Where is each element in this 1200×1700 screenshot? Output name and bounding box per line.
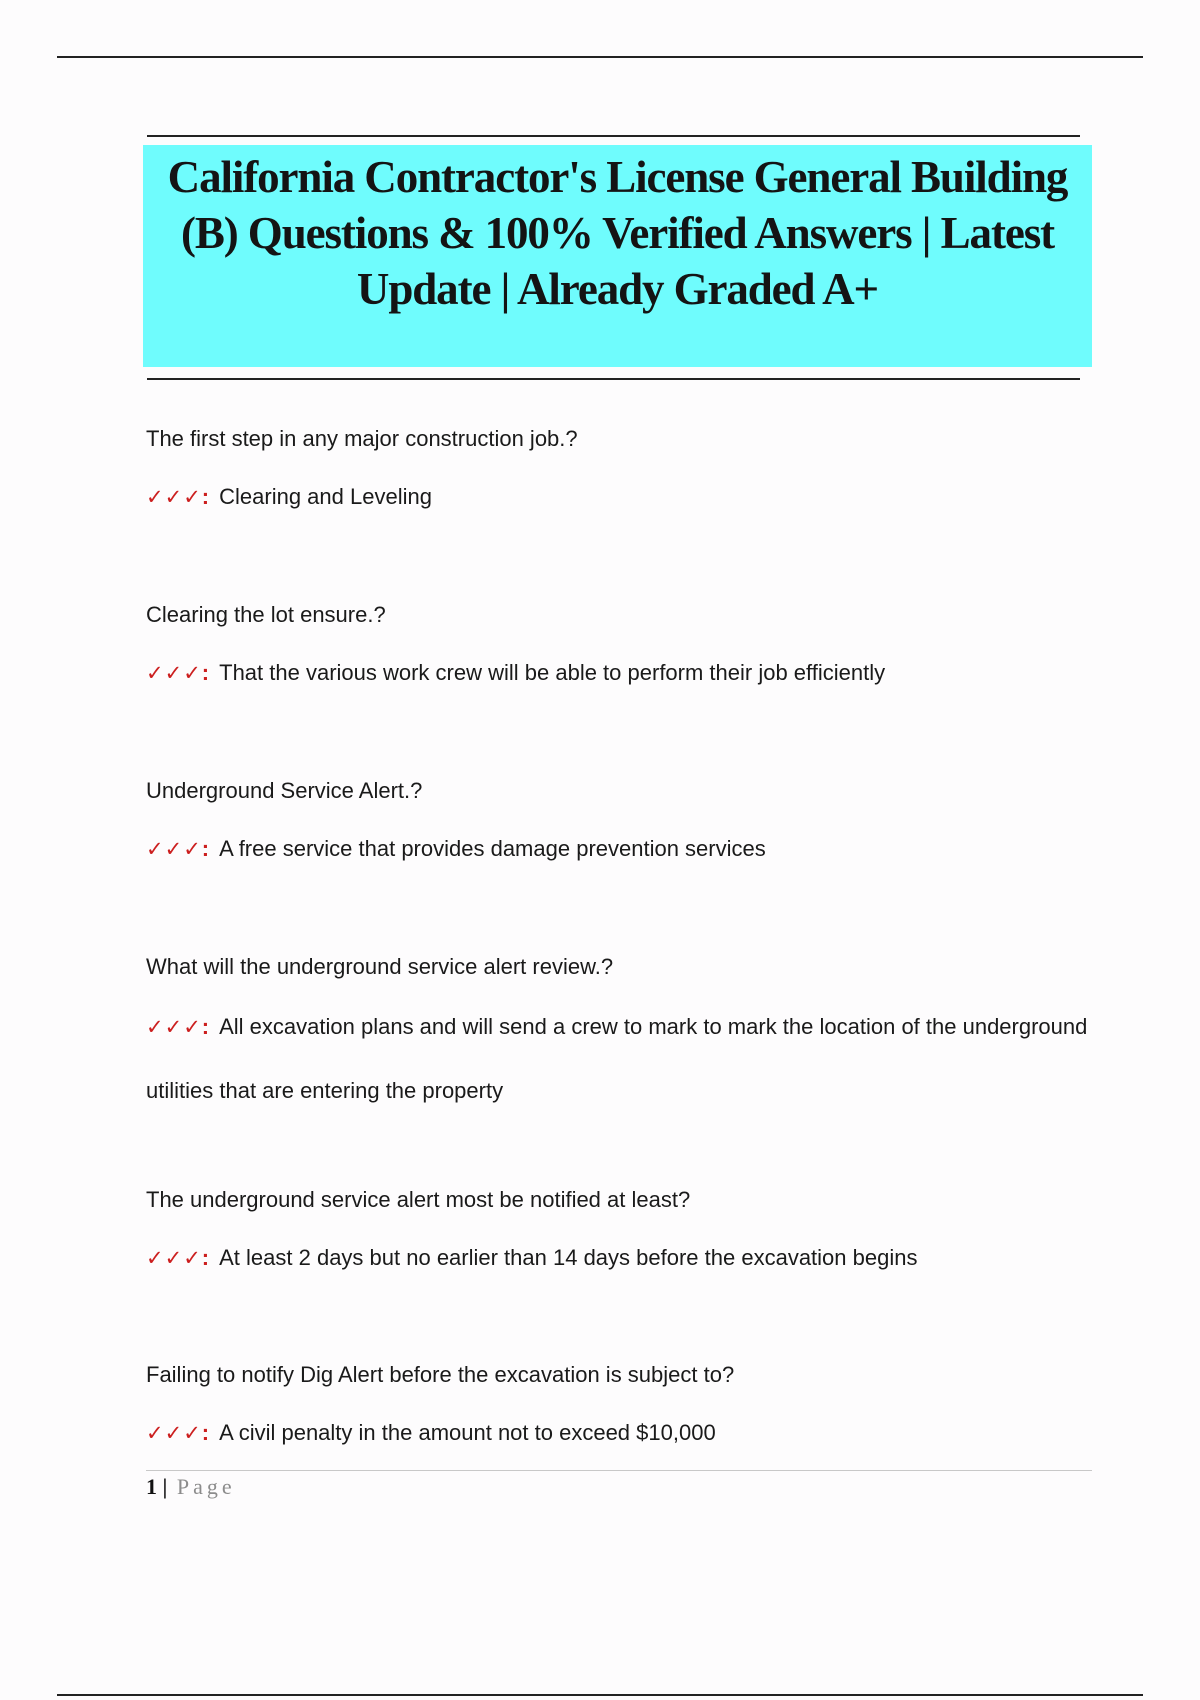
question-text: What will the underground service alert review.?: [146, 954, 614, 979]
answer-colon: :: [201, 1245, 210, 1270]
checkmarks-icon: ✓✓✓: [146, 661, 202, 685]
answer-colon: :: [201, 484, 210, 509]
qa-item: [146, 776, 1106, 864]
answer-text: A civil penalty in the amount not to exceed $10,000: [219, 1420, 716, 1445]
qa-item: [146, 424, 1106, 512]
qa-item: [146, 1360, 1106, 1448]
footer-rule: [146, 1470, 1092, 1471]
title-banner: [143, 145, 1092, 367]
title-bottom-rule: [147, 378, 1080, 380]
question-text: Failing to notify Dig Alert before the excavation is subject to?: [146, 1362, 735, 1387]
answer-colon: :: [201, 836, 210, 861]
page-top-rule: [57, 56, 1143, 58]
page-separator: |: [162, 1474, 168, 1499]
title-top-rule: [147, 135, 1080, 137]
answer-line: [146, 482, 1106, 512]
checkmarks-icon: ✓✓✓: [146, 1246, 202, 1270]
answer-text: Clearing and Leveling: [219, 484, 432, 509]
answer-line: [146, 1418, 1106, 1448]
answer-colon: :: [201, 1014, 210, 1039]
qa-item: [146, 1185, 1106, 1273]
answer-colon: :: [201, 660, 210, 685]
page-label: Page: [176, 1474, 236, 1499]
answer-text: At least 2 days but no earlier than 14 days before the excavation begins: [219, 1245, 918, 1270]
answer-text: That the various work crew will be able to perform their job efficiently: [219, 660, 886, 685]
question-text: The underground service alert most be notified at least?: [146, 1187, 691, 1212]
answer-line: [146, 995, 1106, 1122]
checkmarks-icon: ✓✓✓: [146, 1421, 202, 1445]
page-number: 1: [146, 1474, 157, 1499]
answer-text: A free service that provides damage prevention services: [219, 836, 766, 861]
checkmarks-icon: ✓✓✓: [146, 837, 202, 861]
page-bottom-rule: [57, 1694, 1143, 1696]
question-text: Clearing the lot ensure.?: [146, 602, 386, 627]
qa-item: [146, 952, 1106, 1122]
answer-line: [146, 1243, 1106, 1273]
qa-item: [146, 600, 1106, 688]
answer-line: [146, 834, 1106, 864]
question-text: The first step in any major construction job.?: [146, 426, 578, 451]
answer-colon: :: [201, 1420, 210, 1445]
answer-text: All excavation plans and will send a crew to mark to mark the location of the underground utilities that are entering the property: [146, 1014, 1088, 1103]
question-text: Underground Service Alert.?: [146, 778, 423, 803]
checkmarks-icon: ✓✓✓: [146, 1015, 202, 1039]
page-footer: [146, 1474, 236, 1500]
document-title: California Contractor's License General Building (B) Questions & 100% Verified Answers | Latest Update | Already Graded A+: [167, 152, 1068, 314]
answer-line: [146, 658, 1106, 688]
checkmarks-icon: ✓✓✓: [146, 485, 202, 509]
